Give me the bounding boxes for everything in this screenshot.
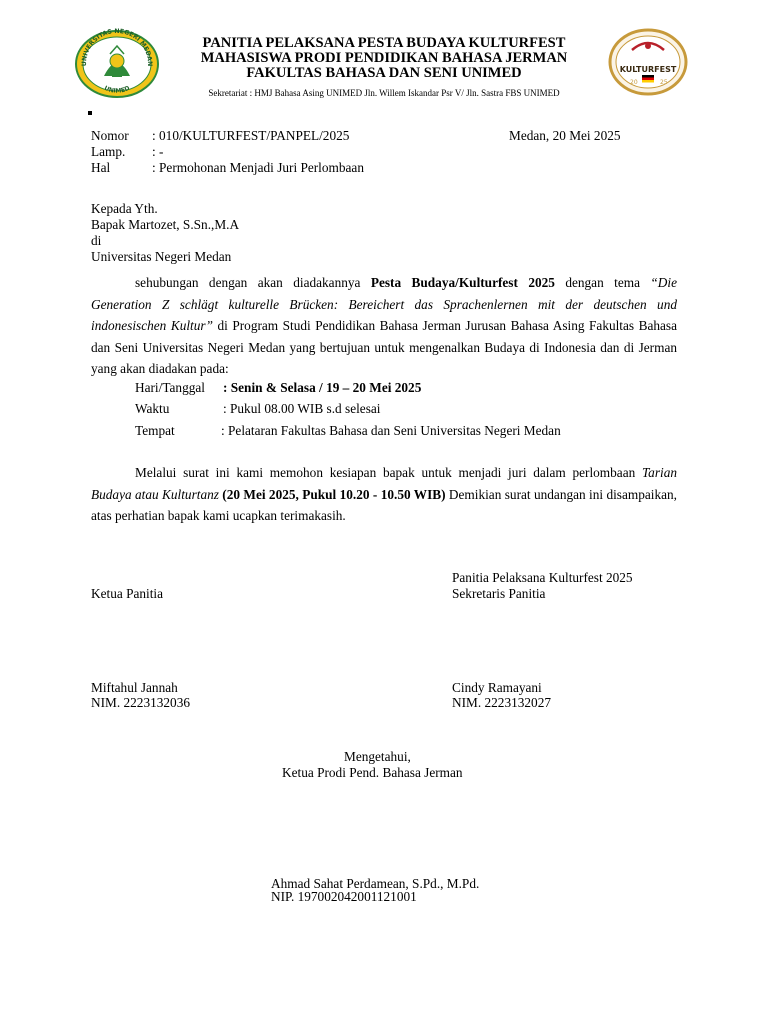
event-theme: “Die Generation Z schlägt kulturelle Brücken: Bereichert das Sprachenlernen mit der deutschen und indonesischen Kultur” xyxy=(91,275,677,333)
letter-date: Medan, 20 Mei 2025 xyxy=(509,128,621,143)
svg-text:20: 20 xyxy=(630,79,638,86)
tempat-value: : Pelataran Fakultas Bahasa dan Seni Universitas Negeri Medan xyxy=(221,423,561,438)
recipient-place: Universitas Negeri Medan xyxy=(91,249,232,264)
recipient-at: di xyxy=(91,233,102,248)
svg-text:KULTURFEST: KULTURFEST xyxy=(619,65,677,74)
svg-text:25: 25 xyxy=(660,79,668,86)
kulturfest-logo xyxy=(608,28,688,96)
waktu-value: : Pukul 08.00 WIB s.d selesai xyxy=(223,401,381,416)
prodi-head-role: Ketua Prodi Pend. Bahasa Jerman xyxy=(282,765,463,780)
waktu-label: Waktu xyxy=(135,401,170,416)
nomor-label: Nomor xyxy=(91,128,129,143)
lamp-label: Lamp. xyxy=(91,144,126,159)
chair-role: Ketua Panitia xyxy=(91,586,164,601)
secretariat-address: Sekretariat : HMJ Bahasa Asing UNIMED Jln. Willem Iskandar Psr V/ Jln. Sastra FBS UNIMED xyxy=(208,88,560,98)
paragraph-request: Melalui surat ini kami memohon kesiapan bapak untuk menjadi juri dalam perlombaan Tarian Budaya atau Kulturtanz (20 Mei 2025, Pukul 10.20 - 10.50 WIB) Demikian surat undangan ini disampaikan, atas perhatian bapak kami ucapkan terimakasih. xyxy=(91,465,677,523)
header-line-2: MAHASISWA PRODI PENDIDIKAN BAHASA JERMAN xyxy=(200,50,568,66)
hal-value: : Permohonan Menjadi Juri Perlombaan xyxy=(152,160,364,175)
event-name: Pesta Budaya/Kulturfest 2025 xyxy=(370,275,555,290)
tempat-label: Tempat xyxy=(135,423,175,438)
unimed-logo xyxy=(74,28,160,98)
header-line-1: PANITIA PELAKSANA PESTA BUDAYA KULTURFEST xyxy=(202,35,566,51)
recipient-name: Bapak Martozet, S.Sn.,M.A xyxy=(91,217,240,232)
secretary-role: Sekretaris Panitia xyxy=(452,586,546,601)
bullet-mark xyxy=(88,111,92,115)
secretary-name: Cindy Ramayani xyxy=(452,680,542,695)
committee-org: Panitia Pelaksana Kulturfest 2025 xyxy=(452,570,633,585)
acknowledged-label: Mengetahui, xyxy=(344,749,411,764)
header-line-3: FAKULTAS BAHASA DAN SENI UNIMED xyxy=(246,65,522,81)
hari-value: : Senin & Selasa / 19 – 20 Mei 2025 xyxy=(223,380,422,395)
recipient-greeting: Kepada Yth. xyxy=(91,201,158,216)
paragraph-intro: sehubungan dengan akan diadakannya Pesta Budaya/Kulturfest 2025 dengan tema “Die Generation Z schlägt kulturelle Brücken: Bereichert das Sprachenlernen mit der deutschen und indonesischen Kultur” di Program Studi Pendidikan Bahasa Jerman Jurusan Bahasa Asing Fakultas Bahasa dan Seni Universitas Negeri Medan yang bertujuan untuk mengenalkan Budaya di Indonesia dan di Jerman yang akan diadakan pada: xyxy=(91,275,677,376)
chair-name: Miftahul Jannah xyxy=(91,680,178,695)
nomor-value: : 010/KULTURFEST/PANPEL/2025 xyxy=(152,128,350,143)
prodi-head-nip: NIP. 197002042001121001 xyxy=(271,889,417,904)
hari-label: Hari/Tanggal xyxy=(135,380,205,395)
svg-text:UNIMED: UNIMED xyxy=(103,84,131,95)
secretary-nim: NIM. 2223132027 xyxy=(452,695,551,710)
competition-schedule: (20 Mei 2025, Pukul 10.20 - 10.50 WIB) xyxy=(218,486,446,502)
svg-text:UNIVERSITAS NEGERI MEDAN: UNIVERSITAS NEGERI MEDAN xyxy=(80,28,154,67)
lamp-value: : - xyxy=(152,144,164,159)
prodi-head-name: Ahmad Sahat Perdamean, S.Pd., M.Pd. xyxy=(271,876,480,891)
hal-label: Hal xyxy=(91,160,111,175)
competition-name: Tarian Budaya atau Kulturtanz xyxy=(91,465,677,502)
chair-nim: NIM. 2223132036 xyxy=(91,695,190,710)
